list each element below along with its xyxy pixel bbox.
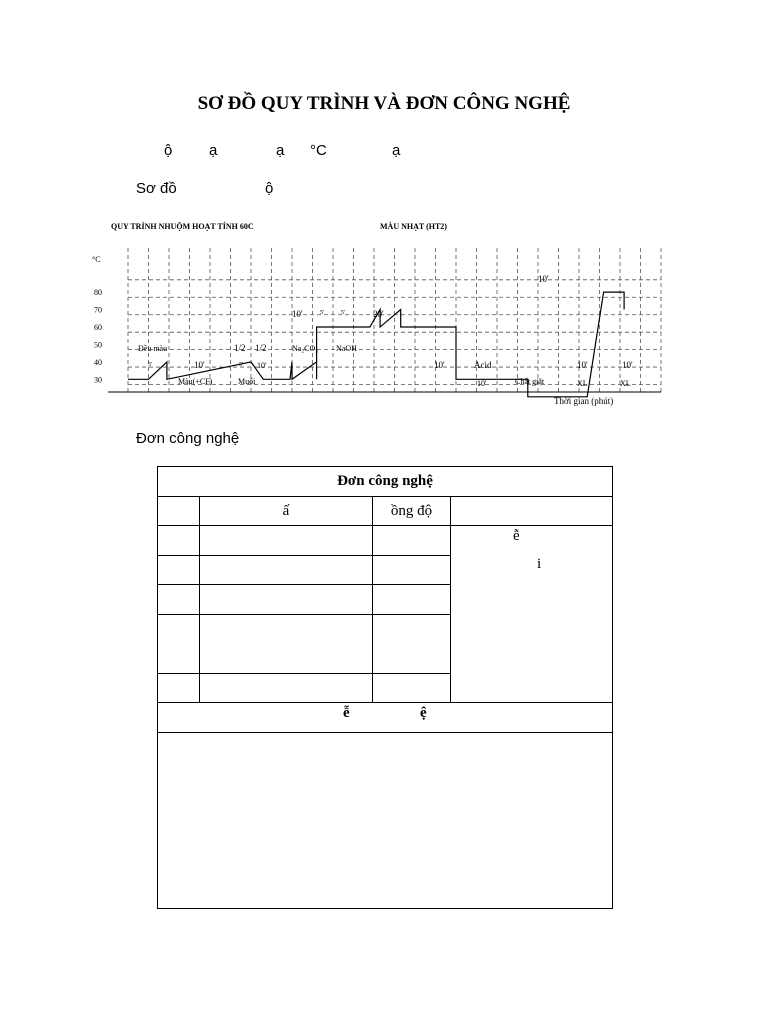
row-index-cell [158, 615, 200, 674]
chart-annotation: Acid [474, 360, 492, 370]
chemical-cell [200, 585, 373, 615]
chart-annotation: 1/2 [255, 343, 267, 353]
chart-annotation: XL [577, 379, 588, 388]
chart-annotation: Na₂CO₃ [292, 344, 319, 353]
chemical-cell [200, 526, 373, 556]
notes-fragment: ễ [513, 528, 520, 544]
chart-x-axis-label: Thời gian (phút) [554, 396, 614, 406]
chart-annotation: 10' [477, 379, 487, 388]
diagram-heading-fragment: ộ [265, 180, 274, 197]
chemical-cell [200, 556, 373, 585]
y-tick-label: 60 [94, 322, 102, 332]
y-tick-label: 70 [94, 305, 102, 315]
chemical-cell [200, 615, 373, 674]
table-title: Đơn công nghệ [158, 467, 613, 497]
row-index-cell [158, 556, 200, 585]
chart-subtitle: MÀU NHẠT (HT2) [380, 222, 447, 231]
diagram-heading: Sơ đồ [136, 180, 177, 197]
intro-fragment: ộ [164, 142, 173, 159]
header-cell: ồng độ [373, 497, 451, 526]
chart-annotation: 20' [373, 309, 384, 319]
header-cell: ấ [200, 497, 373, 526]
concentration-cell [373, 526, 451, 556]
y-tick-label: 40 [94, 357, 102, 367]
chart-annotation: Màu(+CF) [178, 377, 213, 386]
chart-annotation: 10' [538, 274, 549, 284]
y-tick-label: 30 [94, 375, 102, 385]
document-title: SƠ ĐỒ QUY TRÌNH VÀ ĐƠN CÔNG NGHỆ [197, 93, 571, 114]
footer-title-cell [158, 703, 613, 733]
chart-annotation: Đều màu [138, 344, 168, 353]
chart-annotation: 5' [320, 310, 325, 316]
row-index-cell [158, 674, 200, 703]
chemical-cell [200, 674, 373, 703]
y-tick-label: 80 [94, 288, 102, 298]
notes-cell [451, 526, 613, 703]
chart-title: QUY TRÌNH NHUỘM HOẠT TÍNH 60C [111, 222, 254, 231]
chart-annotation: 10' [577, 360, 588, 370]
chart-annotation: 10' [194, 360, 205, 370]
concentration-cell [373, 615, 451, 674]
concentration-cell [373, 556, 451, 585]
chart-annotation: 1/2 [234, 343, 246, 353]
table-section-heading: Đơn công nghệ [136, 430, 240, 447]
intro-fragment: ạ [392, 142, 401, 159]
footer-fragment: ệ [420, 705, 427, 721]
table-row [158, 526, 613, 556]
chart-annotation: 5' [239, 362, 244, 368]
intro-fragment: °C [310, 142, 327, 159]
chart-annotation: 5' [148, 362, 153, 368]
row-index-cell [158, 526, 200, 556]
concentration-cell [373, 674, 451, 703]
chart-annotation: 10' [622, 360, 633, 370]
row-index-cell [158, 585, 200, 615]
chart-y-axis-label: °C [92, 255, 101, 264]
chart-annotation: XL [620, 379, 631, 388]
footer-fragment: ễ [343, 705, 350, 721]
header-cell [451, 497, 613, 526]
chart-annotation: Chất giặt [515, 377, 545, 386]
chart-annotation: 10' [292, 309, 303, 319]
chart-annotation: NaOH [336, 344, 357, 353]
chart-annotation: Muối [238, 377, 256, 386]
chart-annotation: 10' [434, 360, 445, 370]
chart-annotation: 5' [341, 310, 346, 316]
process-chart [92, 218, 654, 410]
concentration-cell [373, 585, 451, 615]
intro-fragment: ạ [276, 142, 285, 159]
intro-fragment: ạ [209, 142, 218, 159]
technology-table [157, 466, 613, 909]
notes-fragment: i [537, 556, 542, 572]
header-cell [158, 497, 200, 526]
y-tick-label: 50 [94, 340, 102, 350]
footer-body-cell [158, 733, 613, 909]
chart-annotation: 10' [257, 361, 267, 370]
